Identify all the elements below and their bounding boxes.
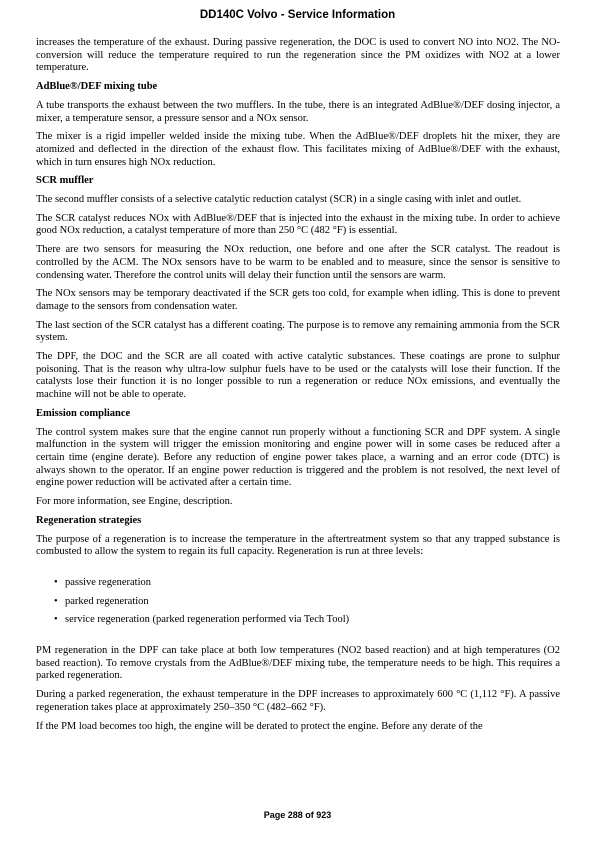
paragraph-scr-3: There are two sensors for measuring the NOx reduction, one before and one after the SCR catalyst. The readout is controlled by the ACM. The NOx sensors have to be warm to be enabled and to measure, since the sensor is sensitive to condensing water. Therefore the control units will delay their function until the sensors are warm. bbox=[36, 244, 560, 281]
paragraph-regeneration-4: If the PM load becomes too high, the engine will be derated to protect the engine. Before any derate of the bbox=[36, 720, 483, 732]
section-heading-scr-muffler: SCR muffler bbox=[36, 175, 94, 187]
paragraph-scr-2: The SCR catalyst reduces NOx with AdBlue®/DEF that is injected into the exhaust in the mixing tube. In order to achieve good NOx reduction, a catalyst temperature of more than 250 °C (482 °F) is essential. bbox=[36, 212, 560, 237]
section-heading-mixing-tube: AdBlue®/DEF mixing tube bbox=[36, 81, 158, 93]
paragraph-scr-5: The last section of the SCR catalyst has a different coating. The purpose is to remove any remaining ammonia from the SCR system. bbox=[36, 319, 560, 344]
paragraph-mixing-tube-2: The mixer is a rigid impeller welded inside the mixing tube. When the AdBlue®/DEF droplets hit the mixer, they are atomized and deflected in the direction of the exhaust flow. This facilitates mixing of AdBlue®/DEF with the exhaust, which in turn ensures high NOx reduction. bbox=[36, 131, 560, 168]
list-item: • parked regeneration bbox=[54, 596, 560, 609]
list-item: • service regeneration (parked regeneration performed via Tech Tool) bbox=[54, 614, 560, 627]
paragraph-regeneration-2: PM regeneration in the DPF can take place at both low temperatures (NO2 based reaction) and at high temperatures (O2 based reaction). To remove crystals from the AdBlue®/DEF mixing tube, the temperature needs to be high. This requires a parked regeneration. bbox=[36, 645, 560, 682]
regeneration-levels-list bbox=[54, 577, 560, 627]
paragraph-intro: increases the temperature of the exhaust. During passive regeneration, the DOC is used to convert NO into NO2. The NO-conversion will reduce the temperature required to run the regeneration since the PM oxidizes with NO2 at a lower temperature. bbox=[36, 37, 560, 74]
document-body bbox=[36, 37, 560, 739]
paragraph-regeneration-1: The purpose of a regeneration is to increase the temperature in the aftertreatment system so that any trapped substance is combusted to allow the system to regain its full capacity. Regeneration is run at three levels: bbox=[36, 533, 560, 558]
paragraph-emission-1: The control system makes sure that the engine cannot run properly without a functioning SCR and DPF system. A single malfunction in the system will trigger the emission monitoring and engine power will in some cases be reduced after a certain time (engine derate). Before any reduction of engine power takes place, a warning and an error code (DTC) is always shown to the operator. If an engine power reduction is triggered and the problem is not resolved, the next level of engine power reduction will be activated after a certain time. bbox=[36, 426, 560, 489]
paragraph-scr-4: The NOx sensors may be temporary deactivated if the SCR gets too cold, for example when idling. This is done to prevent damage to the sensors from condensation water. bbox=[36, 288, 560, 312]
paragraph-scr-1: The second muffler consists of a selective catalytic reduction catalyst (SCR) in a single casing with inlet and outlet. bbox=[36, 194, 522, 206]
section-heading-emission-compliance: Emission compliance bbox=[36, 407, 131, 419]
paragraph-regeneration-3: During a parked regeneration, the exhaust temperature in the DPF increases to approximately 600 °C (1,112 °F). A passive regeneration takes place at approximately 250–350 °C (482–662 °F). bbox=[36, 689, 560, 713]
section-heading-regeneration-strategies: Regeneration strategies bbox=[36, 514, 142, 526]
list-item: • passive regeneration bbox=[54, 577, 560, 590]
paragraph-mixing-tube-1: A tube transports the exhaust between the two mufflers. In the tube, there is an integrated AdBlue®/DEF dosing injector, a mixer, a temperature sensor, a pressure sensor and a NOx sensor. bbox=[36, 99, 560, 124]
page-number: Page 288 of 923 bbox=[263, 810, 332, 820]
paragraph-emission-2: For more information, see Engine, description. bbox=[36, 496, 233, 508]
page-header-title: DD140C Volvo - Service Information bbox=[199, 9, 396, 21]
paragraph-scr-6: The DPF, the DOC and the SCR are all coated with active catalytic substances. These coatings are prone to sulphur poisoning. That is the reason why ultra-low sulphur fuels have to be used or the catalysts will lose their function. If the catalysts lose their function it is no longer possible to run a regeneration or reduce NOx emissions, and eventually the machine will not be able to operate. bbox=[36, 351, 560, 401]
